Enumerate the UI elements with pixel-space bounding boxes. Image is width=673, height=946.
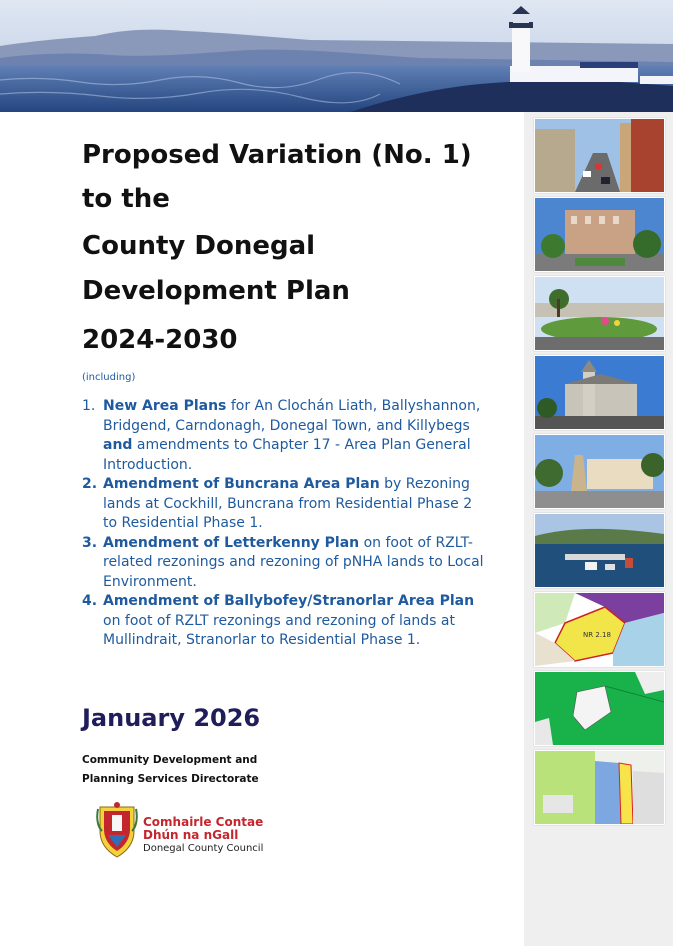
list-item-text: amendments to Chapter 17 - Area Plan General Introduction. [103,437,471,473]
list-item-text: for An Clochán Liath, Ballyshannon, Bridgend, Carndonagh, Donegal Town, and Killybegs [103,398,481,434]
church-photo [534,355,665,430]
list-item-text: on foot of RZLT-related rezonings and rezoning of pNHA lands to Local Environment. [103,534,484,590]
village-green-photo [534,276,665,351]
list-item-number: 4. [82,593,98,609]
header-banner-image [0,0,673,112]
including-label: (including) [82,372,136,383]
publication-date: January 2026 [82,704,261,732]
title-line-2: to the [82,184,170,214]
council-name [143,816,263,855]
list-item-text: on foot of RZLT rezonings and rezoning of lands at Mullindrait, Stranorlar to Residential Phase 1. [103,612,455,648]
monument-square-photo [534,434,665,509]
list-item-number: 2. [82,476,98,492]
town-street-photo [534,118,665,193]
zoning-map-thumbnail-2 [534,671,665,746]
directorate-line-2: Planning Services Directorate [82,773,259,785]
council-name-irish-1: Comhairle Contae [143,815,264,829]
list-item [82,397,487,475]
list-item [82,475,487,534]
council-crest-icon [96,801,138,863]
zoning-map-thumbnail-3 [534,750,665,825]
map-parcel-label: NR 2.18 [583,631,611,639]
title-year-range: 2024-2030 [82,325,238,355]
directorate-line-1: Community Development and [82,754,258,766]
list-item-heading: Amendment of Ballybofey/Stranorlar Area Plan [103,593,475,609]
list-item-heading: Amendment of Buncrana Area Plan [103,476,380,492]
variation-items-list [82,397,487,651]
list-item-number: 1. [82,398,96,414]
council-name-english: Donegal County Council [143,843,264,854]
photo-sidebar [524,112,673,946]
list-item-heading: Amendment of Letterkenny Plan [103,534,360,551]
town-square-photo [534,197,665,272]
list-item-number: 3. [82,534,98,551]
title-line-1: Proposed Variation (No. 1) [82,140,472,170]
list-item-conjunction: and [103,437,133,453]
title-line-3: County Donegal [82,231,316,261]
list-item-text: by Rezoning lands at Cockhill, Buncrana from Residential Phase 2 to Residential Phase 1. [103,476,473,531]
list-item [82,592,487,651]
list-item-heading: New Area Plans [103,398,227,414]
council-name-irish-2: Dhún na nGall [143,828,239,842]
title-line-4: Development Plan [82,276,350,306]
directorate-name [82,751,259,789]
harbour-photo [534,513,665,588]
list-item [82,534,487,593]
zoning-map-thumbnail-1 [534,592,665,667]
